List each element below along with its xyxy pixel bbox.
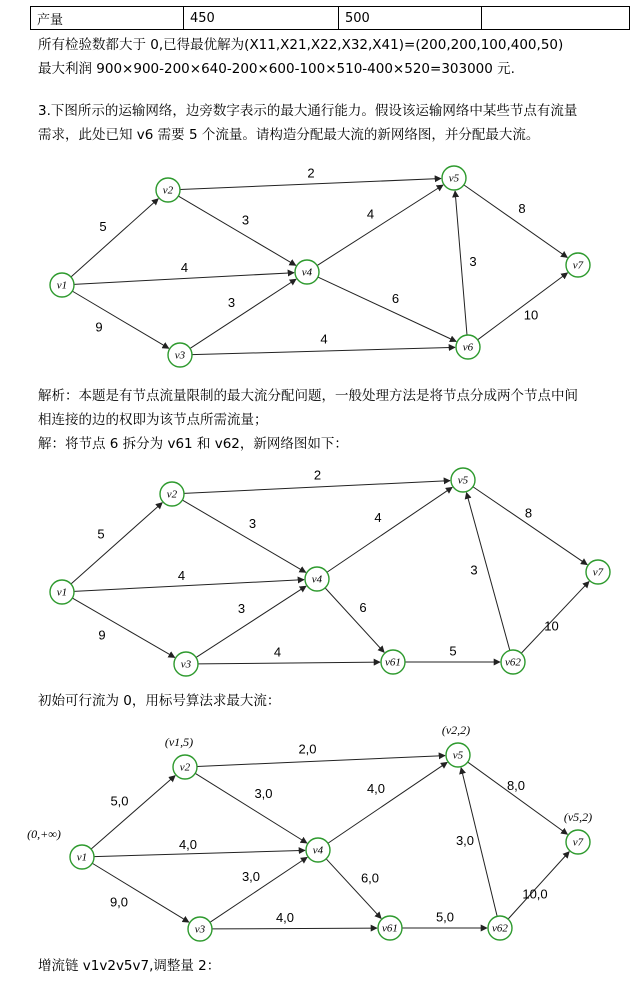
edge-v1-v3: [72, 291, 168, 348]
node-label-v7: v7: [592, 566, 604, 579]
node-label-v62: v62: [492, 922, 508, 935]
problem-statement-2: 需求，此处已知 v6 需要 5 个流量。请构造分配最大流的新网络图，并分配最大流。: [38, 127, 540, 143]
edge-label-v4-v5: 4: [374, 509, 382, 525]
node-label-v2: v2: [179, 761, 191, 774]
optimal-solution-line: 所有检验数都大于 0,已得最优解为(X11,X21,X22,X32,X41)=(200,200,100,400,50): [38, 37, 564, 53]
edge-v62-v7: [521, 581, 589, 653]
edge-v1-v2: [91, 776, 175, 850]
edge-v3-v4: [190, 279, 296, 348]
node-label-v1: v1: [76, 851, 88, 864]
node-label-v2: v2: [162, 184, 174, 197]
edge-v4-v6: [318, 277, 456, 341]
edge-label-v4-v61: 6: [359, 599, 367, 615]
edge-label-v1-v3: 9: [95, 319, 103, 335]
node-label-v6: v6: [462, 341, 474, 354]
node-mark-v2: (v1,5): [164, 734, 194, 749]
node-label-v2: v2: [166, 488, 178, 501]
edge-label-v2-v4: 3: [241, 212, 250, 228]
edge-v1-v2: [71, 503, 162, 584]
solution-line: 解：将节点 6 拆分为 v61 和 v62，新网络图如下：: [38, 436, 348, 452]
edge-label-v2-v5: 2: [307, 165, 315, 181]
edge-label-v3-v4: 3: [227, 294, 236, 310]
edge-v6-v7: [478, 273, 568, 340]
table-cell: 产量: [31, 7, 184, 30]
edge-label-v62-v7: 10,0: [522, 886, 548, 902]
edge-v3-v4: [196, 586, 306, 660]
edge-label-v3-v4: 3,0: [241, 868, 261, 884]
edge-v4-v5: [317, 185, 443, 266]
edge-v1-v2: [71, 199, 158, 277]
edge-label-v3-v61: 4,0: [275, 909, 295, 925]
edge-label-v4-v5: 4: [366, 206, 375, 222]
edge-v4-v5: [328, 762, 447, 843]
initial-flow-line: 初始可行流为 0，用标号算法求最大流：: [38, 693, 281, 709]
node-label-v5: v5: [457, 474, 469, 487]
problem-statement-1: 3.下图所示的运输网络，边旁数字表示的最大通行能力。假设该运输网络中某些节点有流量: [38, 103, 578, 119]
edge-label-v3-v6: 4: [320, 331, 328, 347]
analysis-line-1: 解析：本题是有节点流量限制的最大流分配问题，一般处理方法是将节点分成两个节点中间: [38, 388, 578, 404]
edge-v1-v3: [92, 863, 189, 922]
edge-label-v1-v4: 4,0: [178, 836, 198, 852]
augmenting-path-line: 增流链 v1v2v5v7,调整量 2：: [38, 958, 221, 974]
edge-label-v6-v5: 3: [469, 253, 477, 269]
edge-label-v4-v6: 6: [391, 290, 400, 306]
node-label-v3: v3: [174, 349, 186, 362]
node-label-v4: v4: [301, 266, 313, 279]
edge-v4-v61: [325, 588, 384, 653]
edge-label-v5-v7: 8: [524, 505, 533, 521]
node-label-v4: v4: [312, 844, 324, 857]
edge-label-v3-v4: 3: [237, 600, 246, 616]
edge-v5-v7: [468, 762, 568, 834]
edge-label-v2-v5: 2,0: [298, 741, 317, 757]
edge-v3-v61: [198, 662, 380, 664]
edge-v1-v4: [74, 580, 304, 592]
edge-v3-v6: [192, 347, 455, 354]
analysis-line-2: 相连接的边的权即为该节点所需流量；: [38, 412, 268, 428]
edge-v4-v61: [326, 859, 381, 919]
edge-label-v1-v2: 5: [97, 526, 105, 542]
node-label-v5: v5: [452, 749, 464, 762]
node-label-v62: v62: [505, 656, 521, 669]
edge-label-v2-v4: 3: [248, 515, 257, 531]
edge-v6-v5: [455, 191, 467, 335]
edge-v3-v61: [212, 928, 377, 929]
node-label-v3: v3: [194, 923, 206, 936]
edge-v2-v4: [178, 196, 295, 265]
edge-label-v3-v61: 4: [273, 644, 282, 660]
edge-label-v2-v5: 2: [313, 467, 322, 483]
node-mark-v5: (v2,2): [441, 722, 471, 737]
edge-label-v61-v62: 5: [449, 643, 457, 659]
edge-v2-v5: [197, 756, 445, 767]
edge-label-v62-v7: 10: [544, 618, 559, 634]
edge-label-v62-v5: 3: [470, 562, 478, 578]
edge-v2-v5: [184, 481, 450, 494]
edge-v2-v4: [182, 500, 305, 572]
edge-label-v1-v3: 9,0: [109, 894, 129, 910]
edge-label-v5-v7: 8,0: [506, 777, 526, 793]
graph3-network: [27, 723, 592, 941]
node-label-v61: v61: [385, 656, 401, 669]
max-profit-line: 最大利润 900×900-200×640-200×600-100×510-400×520=303000 元.: [38, 61, 515, 77]
edge-label-v1-v4: 4: [180, 259, 189, 275]
node-mark-v7: (v5,2): [563, 809, 593, 824]
table-cell: 450: [184, 7, 339, 30]
graph1-network: [50, 165, 590, 367]
node-mark-v1: (0,+∞): [27, 826, 61, 841]
edge-v5-v7: [464, 185, 568, 258]
edge-label-v6-v7: 10: [523, 307, 539, 323]
edge-label-v1-v3: 9: [98, 627, 106, 643]
edge-v62-v7: [508, 852, 569, 919]
edge-label-v4-v5: 4,0: [366, 780, 386, 796]
graph2-network: [50, 467, 610, 676]
edge-label-v62-v5: 3,0: [455, 832, 475, 848]
node-label-v61: v61: [382, 922, 398, 935]
edge-label-v1-v4: 4: [177, 567, 186, 583]
edge-v2-v4: [195, 773, 307, 843]
edge-label-v2-v4: 3,0: [254, 785, 273, 801]
edge-v4-v5: [327, 487, 452, 572]
node-label-v4: v4: [311, 573, 323, 586]
node-label-v1: v1: [56, 279, 68, 292]
edge-label-v61-v62: 5,0: [435, 909, 455, 925]
edge-v5-v7: [473, 487, 587, 565]
edge-label-v5-v7: 8: [518, 200, 526, 216]
edge-label-v4-v61: 6,0: [360, 870, 380, 886]
node-label-v7: v7: [572, 259, 584, 272]
node-label-v1: v1: [56, 586, 68, 599]
edge-v1-v3: [72, 598, 174, 657]
edge-label-v1-v2: 5: [99, 218, 107, 234]
table-cell: 500: [339, 7, 482, 30]
node-label-v3: v3: [180, 658, 192, 671]
edge-label-v1-v2: 5,0: [110, 793, 129, 809]
node-label-v7: v7: [572, 836, 584, 849]
edge-v1-v4: [94, 850, 305, 856]
node-label-v5: v5: [448, 172, 460, 185]
